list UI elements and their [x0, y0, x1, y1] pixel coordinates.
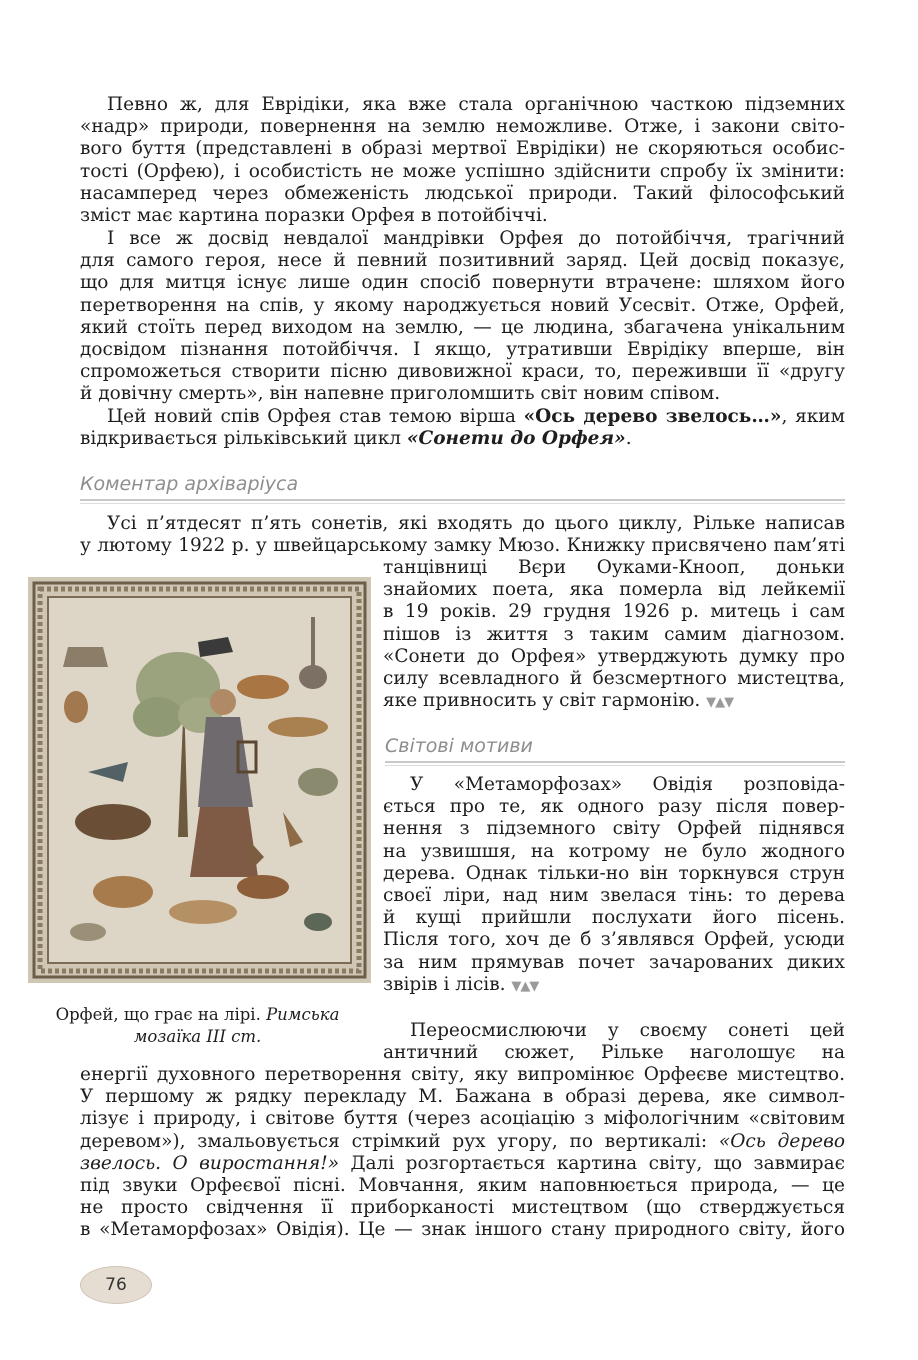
text-line [80, 1131, 845, 1153]
text-line: нення з підземного світу Орфей піднявся [383, 818, 845, 840]
text-line: й довічну смерть», він напевне приголомшить світ новим співом. [80, 383, 721, 405]
paragraph-6-right-column [383, 1020, 845, 1064]
text-line: дерева. Однак тільки-но він торкнувся струн [383, 862, 845, 884]
text-line: «Сонети до Орфея» утверджують думку про [383, 645, 845, 667]
text-line: досвідом пізнання потойбіччя. І якщо, утративши Еврідіку вперше, він [80, 339, 845, 361]
text-line: перетворення на спів, у якому народжується новий Усесвіт. Отже, Орфей, [80, 294, 845, 316]
text-line: Після того, хоч де б з’являвся Орфей, усюди [383, 929, 845, 951]
orpheus-mosaic-image [28, 577, 371, 983]
text-line: У «Метаморфозах» Овідія розповіда- [410, 774, 845, 795]
heading-rule-thin [80, 503, 845, 504]
text-line: ється про те, як одного разу після повер- [383, 796, 845, 818]
cycle-title: «Сонети до Орфея» [406, 428, 626, 450]
text-line [80, 406, 845, 428]
text-line: й кущі прийшли послухати його пісень. [383, 907, 845, 929]
text-line [383, 690, 845, 714]
text-line: за ним прямував почет зачарованих диких [383, 951, 845, 973]
text-line: не просто свідчення її приборканості мистецтвом (що стверджується [80, 1197, 845, 1219]
page-number: 76 [80, 1266, 152, 1304]
text-line: силу всевладного й безсмертного мистецтва, [383, 668, 845, 690]
text-line: зміст має картина поразки Орфея в потойбіччі. [80, 205, 548, 227]
text-line: тості (Орфею), і особистість не може успішно здійснити спробу їх змінити: [80, 160, 845, 182]
text-line [383, 974, 845, 998]
section-heading-world-motifs: Світові мотиви [385, 735, 533, 757]
text-line: у лютому 1922 р. у швейцарському замку Мюзо. Книжку присвячено пам’яті [80, 535, 845, 557]
text-line: Усі п’ятдесят п’ять сонетів, які входять до цього циклу, Рільке написав [107, 513, 845, 534]
text-span: деревом»), змальовується стрімкий рух угору, по вертикалі: [80, 1130, 719, 1152]
text-line: енергії духовного перетворення світу, яку випромінює Орфеєве мистецтво. [80, 1064, 845, 1085]
end-marker-triangles-icon: ▼▲▼ [511, 978, 539, 994]
text-line: який стоїть перед виходом на землю, — це людина, збагачена унікальним [80, 316, 845, 338]
end-marker-triangles-icon: ▼▲▼ [706, 695, 734, 711]
poem-title: «Ось дерево звелось…» [523, 406, 782, 427]
heading-rule [80, 499, 845, 501]
image-caption [30, 1004, 365, 1048]
text-line [80, 428, 845, 450]
text-line: знайомих поета, яка померла від лейкемії [383, 579, 845, 601]
paragraph-4 [80, 513, 845, 557]
text-line: в 19 років. 29 грудня 1926 р. митець і сам [383, 601, 845, 623]
text-line: І все ж досвід невдалої мандрівки Орфея до потойбіччя, трагічний [107, 228, 845, 249]
paragraph-3 [80, 406, 845, 450]
text-line: для самого героя, несе й певний позитивний заряд. Цей досвід показує, [80, 250, 845, 272]
text-line: «надр» природи, повернення на землю неможливе. Отже, і закони світо- [80, 116, 845, 138]
text-span: Цей новий спів Орфея став темою вірша [107, 406, 524, 427]
caption-text: Орфей, що грає на лірі. [55, 1005, 267, 1024]
text-line: античний сюжет, Рільке наголошує на [383, 1042, 845, 1064]
text-line: на узвишшя, на котрому не було жодного [383, 840, 845, 862]
caption-italic: мозаїка ІІІ ст. [133, 1027, 262, 1046]
heading-rule-thin [385, 765, 845, 766]
heading-rule [385, 761, 845, 763]
text-line: насамперед через обмеженість людської природи. Такий філософський [80, 182, 845, 204]
text-line [80, 1153, 845, 1175]
poem-quote: звелось. О виростання!» [80, 1152, 340, 1174]
text-line: лізує і природу, і світове буття (через асоціацію з міфологічним «світовим [80, 1108, 845, 1130]
text-span: . [625, 428, 632, 450]
paragraph-4-right-column [383, 557, 845, 714]
text-line: своєї ліри, над ним звелася тінь: то дерева [383, 885, 845, 907]
text-line: Переосмислюючи у своєму сонеті цей [410, 1020, 845, 1041]
text-line: У першому ж рядку перекладу М. Бажана в образі дерева, яке символ- [80, 1086, 845, 1108]
text-line: спроможеться створити пісню дивовижної краси, то, переживши її «другу [80, 361, 845, 383]
text-span: відкривається рільківський цикл [80, 428, 407, 450]
text-span: , яким [781, 406, 846, 427]
paragraph-6 [80, 1064, 845, 1242]
text-line: під звуки Орфеєвої пісні. Мовчання, яким наповнюється природа, — це [80, 1175, 845, 1197]
caption-italic: Римська [266, 1005, 340, 1024]
paragraph-2 [80, 228, 845, 406]
poem-quote: «Ось дерево [718, 1130, 845, 1152]
text-span: звірів і лісів. [383, 973, 506, 995]
section-heading-archivist: Коментар архіваріуса [80, 473, 299, 495]
paragraph-1 [80, 94, 845, 227]
text-line: що для митця існує лише один спосіб повернути втрачене: шляхом його [80, 272, 845, 294]
paragraph-5 [383, 774, 845, 998]
text-line: в «Метаморфозах» Овідія). Це — знак іншого стану природного світу, його [80, 1219, 845, 1241]
text-line: вого буття (представлені в образі мертвої Еврідіки) не скоряються особис- [80, 138, 845, 160]
text-span: Далі розгортається картина світу, що завмирає [339, 1152, 846, 1174]
text-line: Певно ж, для Еврідіки, яка вже стала органічною часткою підземних [107, 94, 845, 115]
text-line: танцівниці Вєри Оуками-Кнооп, доньки [383, 557, 845, 578]
text-span: яке привносить у світ гармонію. [383, 690, 701, 712]
text-line: пішов із життя з таким самим діагнозом. [383, 623, 845, 645]
